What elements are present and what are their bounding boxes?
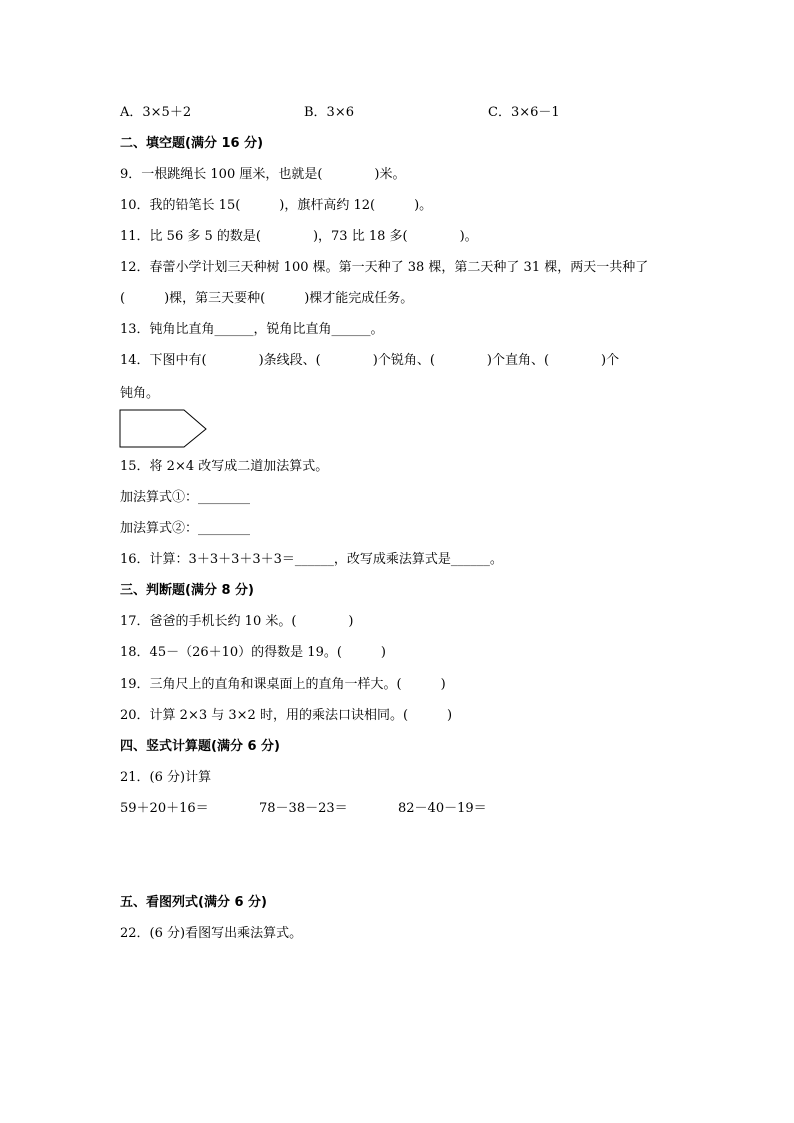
section-title-true-false: 三、判断题(满分 8 分) [120, 583, 254, 598]
question-12-line2: ( )棵，第三天要种( )棵才能完成任务。 [120, 291, 414, 306]
question-9: 9．一根跳绳长 100 厘米，也就是( )米。 [120, 167, 406, 182]
section-title-picture-equation: 五、看图列式(满分 6 分) [120, 895, 267, 910]
question-16: 16．计算：3＋3＋3＋3＋3＝______，改写成乘法算式是______。 [120, 552, 503, 567]
question-15-equation-1: 加法算式①：________ [120, 490, 251, 505]
question-19: 19．三角尺上的直角和课桌面上的直角一样大。( ) [120, 677, 446, 692]
calc-1: 59＋20＋16＝ [120, 801, 209, 816]
option-b: B．3×6 [304, 105, 354, 120]
question-15: 15．将 2×4 改写成二道加法算式。 [120, 459, 329, 474]
question-18: 18．45－（26＋10）的得数是 19。( ) [120, 645, 386, 660]
pentagon-figure [119, 409, 209, 449]
question-12-line1: 12．春蕾小学计划三天种树 100 棵。第一天种了 38 棵，第二天种了 31 棵，两天一共种了 [120, 260, 649, 275]
calc-3: 82－40－19＝ [398, 801, 487, 816]
question-21: 21．(6 分)计算 [120, 770, 212, 785]
section-title-vertical-calc: 四、竖式计算题(满分 6 分) [120, 739, 280, 754]
question-14-line2: 钝角。 [120, 386, 160, 401]
section-title-fill-blank: 二、填空题(满分 16 分) [120, 136, 264, 151]
question-11: 11．比 56 多 5 的数是( )，73 比 18 多( )。 [120, 229, 478, 244]
question-14-line1: 14．下图中有( )条线段、( )个锐角、( )个直角、( )个 [120, 353, 620, 368]
question-20: 20．计算 2×3 与 3×2 时，用的乘法口诀相同。( ) [120, 708, 453, 723]
question-22: 22．(6 分)看图写出乘法算式。 [120, 926, 303, 941]
question-10: 10．我的铅笔长 15( )，旗杆高约 12( )。 [120, 198, 433, 213]
option-a: A．3×5＋2 [120, 105, 192, 120]
question-13: 13．钝角比直角______，锐角比直角______。 [120, 322, 384, 337]
question-17: 17．爸爸的手机长约 10 米。( ) [120, 614, 354, 629]
option-c: C．3×6－1 [488, 105, 560, 120]
question-15-equation-2: 加法算式②：________ [120, 521, 251, 536]
calc-2: 78－38－23＝ [259, 801, 348, 816]
